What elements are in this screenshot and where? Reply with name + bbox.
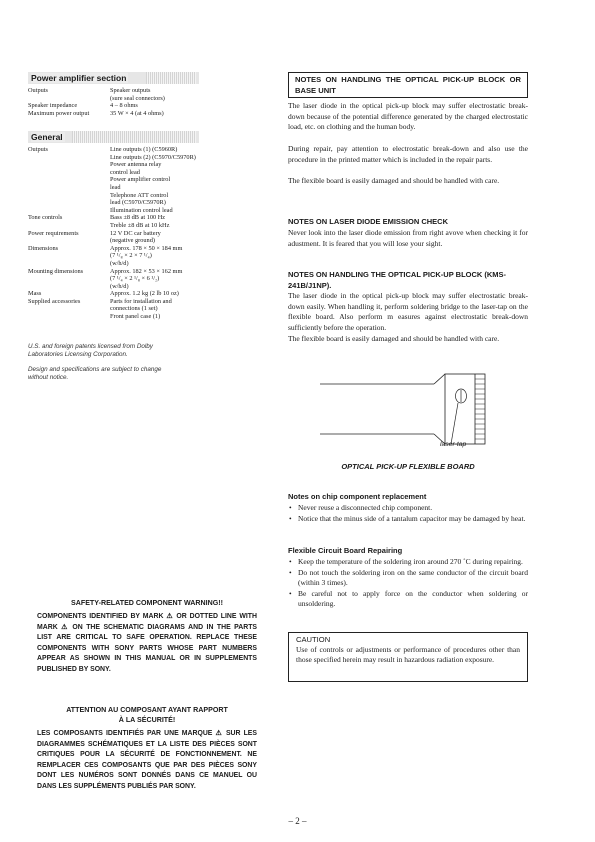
power-amplifier-heading: Power amplifier section	[28, 72, 199, 84]
power-amplifier-specs	[28, 87, 228, 117]
optical-notes-paragraph: During repair, pay attention to electrostatic break-down and also use the procedure in the printed matter which is included in the repair parts.	[288, 144, 528, 164]
safety-warning-title: SAFETY-RELATED COMPONENT WARNING!!	[71, 599, 223, 607]
safety-warning-fr-body: LES COMPOSANTS IDENTIFIÉS PAR UNE MARQUE ⚠ SUR LES DIAGRAMMES SCHÉMATIQUES ET LA LISTE DES PIÈCES SONT CRITIQUES POUR LA SÉCURITÉ DE FONCTIONNEMENT. NE REMPLACER CES COMPOSANTS QUE PAR DES PIÈCES SONY DONT LES NUMÉROS SONT DONNÉS DANS CE MANUEL OU DANS LES SUPPLÉMENTS PUBLIÉS PAR SONY.	[37, 730, 257, 790]
spec-row: Mounting dimensions Approx. 182 × 53 × 162 mm (7 ¹/₄ × 2 ¹/₈ × 6 ¹/₂) (w/h/d)	[28, 267, 183, 290]
general-specs	[28, 146, 228, 321]
general-heading: General	[28, 131, 199, 143]
chip-notes-list	[288, 503, 528, 524]
laser-check-heading: NOTES ON LASER DIODE EMISSION CHECK	[288, 217, 449, 226]
spec-row: Maximum power output 35 W × 4 (at 4 ohms)	[28, 109, 164, 117]
kms-notes-paragraph: The flexible board is easily damaged and should be handled with care.	[288, 334, 500, 343]
optical-notes-paragraph: The flexible board is easily damaged and should be handled with care.	[288, 176, 500, 185]
kms-notes-heading: NOTES ON HANDLING THE OPTICAL PICK-UP BLOCK (KMS-241B/J1NP).	[288, 270, 507, 290]
spec-row: Dimensions Approx. 178 × 50 × 184 mm (7 ¹/₈ × 2 × 7 ¹/₄) (w/h/d)	[28, 244, 183, 267]
safety-warning-body: COMPONENTS IDENTIFIED BY MARK ⚠ OR DOTTED LINE WITH MARK ⚠ ON THE SCHEMATIC DIAGRAMS AND IN THE PARTS LIST ARE CRITICAL TO SAFE OPERATION. REPLACE THESE COMPONENTS WITH SONY PARTS WHOSE PART NUMBERS APPEAR AS SHOWN IN THIS MANUAL OR IN SUPPLEMENTS PUBLISHED BY SONY.	[37, 613, 257, 673]
spec-row: Supplied accessories Parts for installation and connections (1 set) Front panel case (1)	[28, 297, 172, 321]
optical-pickup-notes-box: NOTES ON HANDLING THE OPTICAL PICK-UP BLOCK OR BASE UNIT	[288, 72, 528, 98]
flexible-board-diagram	[318, 368, 498, 454]
design-change-note: Design and specifications are subject to change without notice.	[28, 366, 162, 381]
flexible-board-caption: OPTICAL PICK-UP FLEXIBLE BOARD	[341, 462, 475, 471]
spec-row: Mass Approx. 1.2 kg (2 lb 10 oz)	[28, 290, 179, 298]
spec-row: Speaker impedance 4 – 8 ohms	[28, 102, 138, 110]
laser-check-body: Never look into the laser diode emission from right avove when checking it for adustment. It is feared that you will lose your sight.	[288, 228, 528, 248]
list-item: • Never reuse a disconnected chip component.	[288, 503, 528, 514]
spec-row: Outputs Line outputs (1) (C5960R) Line outputs (2) (C5970/C5970R) Power antenna relay control lead Power amplifier control lead Telephone ATT control lead (C5970/C5970R) Illumination control lead	[28, 146, 196, 214]
caution-body: Use of controls or adjustments or performance of procedures other than those specified herein may result in hazardous radiation exposure.	[296, 645, 520, 665]
flex-repair-heading: Flexible Circuit Board Repairing	[288, 546, 403, 555]
list-item: • Do not touch the soldering iron on the same conductor of the circuit board (within 3 times).	[288, 568, 528, 589]
kms-notes-paragraph: The laser diode in the optical pick-up block may suffer electrostatic break-down easily. When handling it, perform soldering bridge to the laser-tap on the flexible board. Also perform m easures against electrostatic break-down sufficiently before the operation.	[288, 291, 528, 332]
dolby-license-note: U.S. and foreign patents licensed from Dolby Laboratories Licensing Corporation.	[28, 343, 153, 358]
caution-box	[288, 632, 528, 682]
laser-tap-label: laser-tap	[440, 441, 467, 448]
list-item: • Be careful not to apply force on the conductor when soldering or unsoldering.	[288, 589, 528, 610]
chip-notes-heading: Notes on chip component replacement	[288, 492, 427, 501]
flex-repair-list	[288, 557, 528, 610]
optical-notes-paragraph: The laser diode in the optical pick-up block may suffer electrostatic break-down because of the potential difference generated by the charged electrostatic load, etc. on clothing and the human body.	[288, 101, 528, 132]
caution-title: CAUTION	[296, 635, 331, 644]
spec-row: Outputs Speaker outputs (sure seal connectors)	[28, 87, 165, 102]
spec-row: Power requirements 12 V DC car battery (negative ground)	[28, 229, 161, 245]
list-item: • Notice that the minus side of a tantalum capacitor may be damaged by heat.	[288, 514, 528, 525]
spec-row: Tone controls Bass ±8 dB at 100 Hz Treble ±8 dB at 10 kHz	[28, 214, 170, 229]
page-number: – 2 –	[288, 816, 307, 826]
safety-warning-fr-title: ATTENTION AU COMPOSANT AYANT RAPPORT À LA SÉCURITÉ!	[66, 706, 228, 724]
list-item: • Keep the temperature of the soldering iron around 270 ˚C during repairing.	[288, 557, 528, 568]
